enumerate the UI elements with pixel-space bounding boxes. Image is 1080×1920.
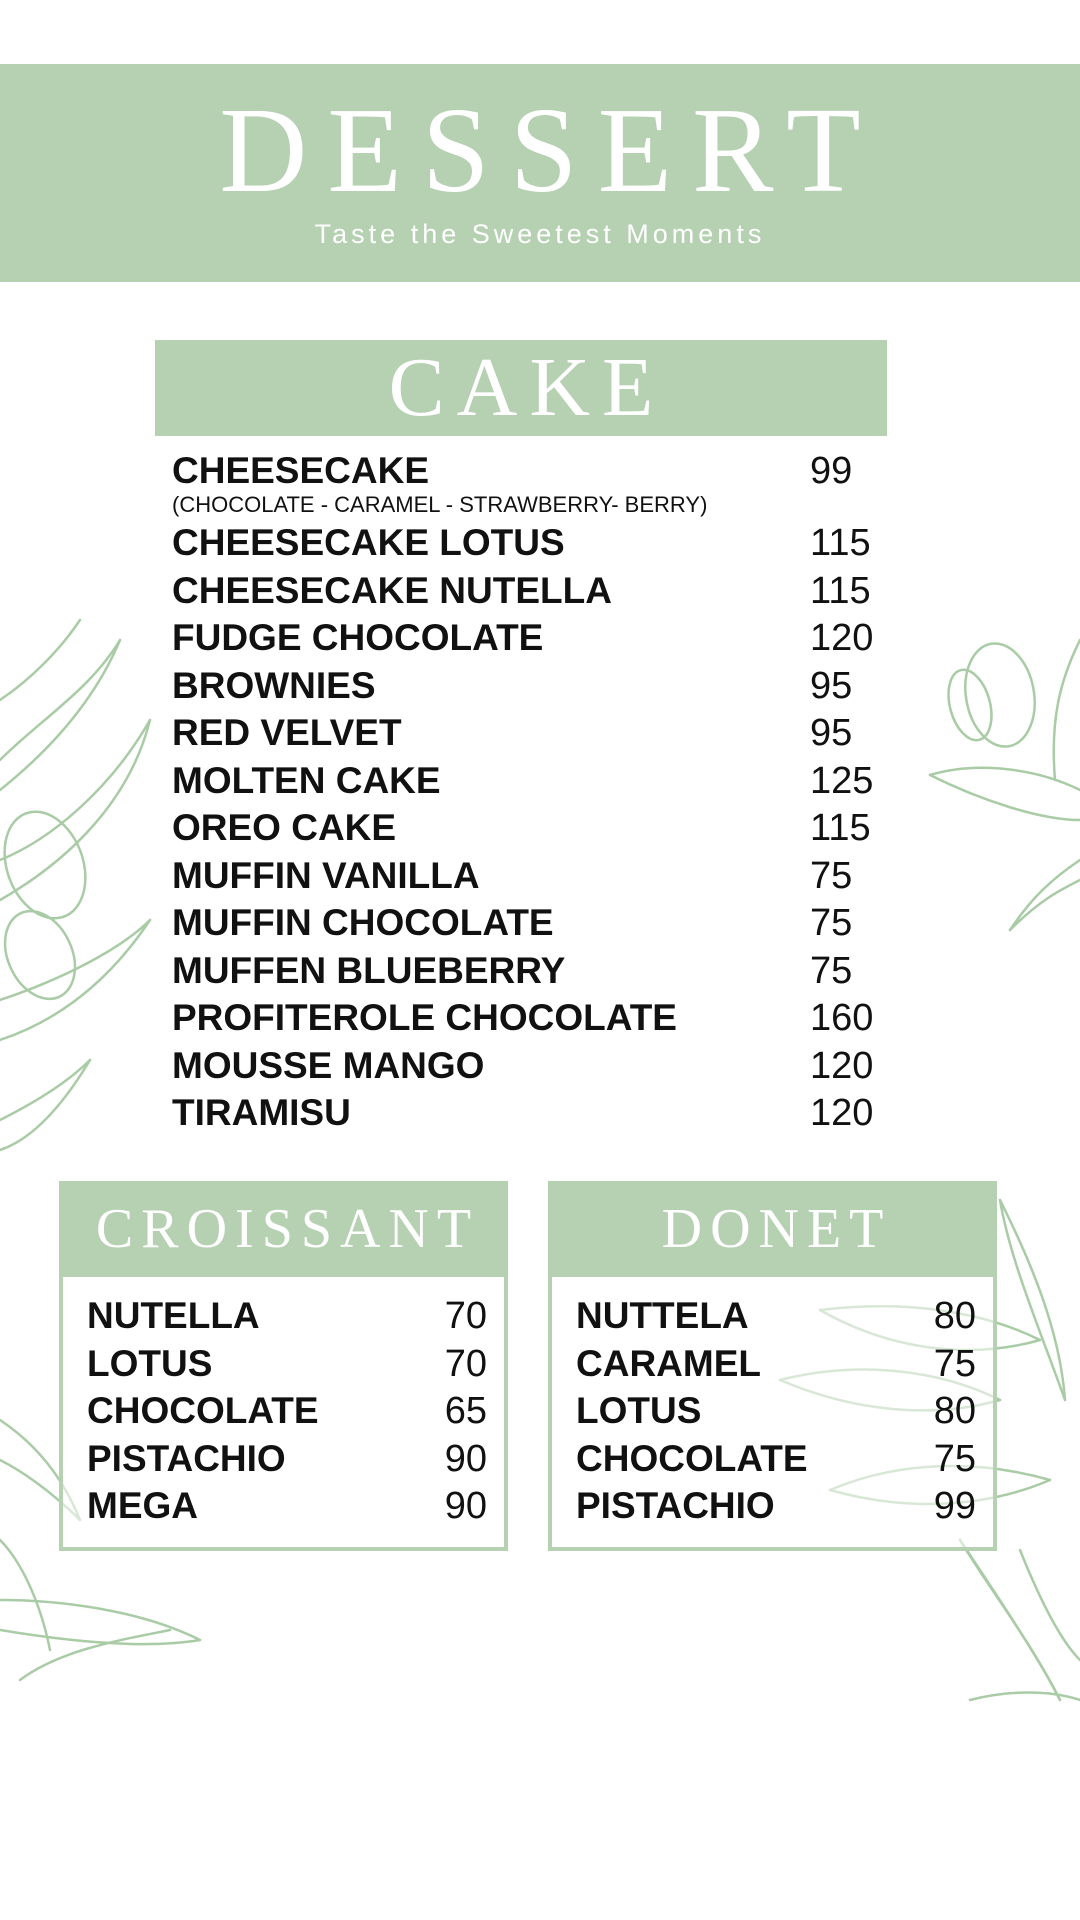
menu-item [172, 663, 872, 711]
menu-item-price: 75 [810, 902, 853, 944]
menu-item-name: TIRAMISU [172, 1092, 351, 1133]
menu-item-price: 65 [444, 1390, 487, 1432]
menu-item-price: 120 [810, 1092, 874, 1134]
menu-item-note: (CHOCOLATE - CARAMEL - STRAWBERRY- BERRY) [172, 492, 708, 517]
menu-item-name: BROWNIES [172, 664, 376, 706]
menu-item-name: LOTUS [576, 1390, 702, 1431]
cake-section-heading: CAKE [155, 340, 887, 436]
menu-item [172, 995, 872, 1043]
menu-item [172, 1043, 872, 1091]
menu-item-name: PISTACHIO [576, 1485, 775, 1526]
cake-menu-list [172, 448, 872, 1138]
menu-item-name: NUTELLA [87, 1295, 260, 1336]
menu-item-price: 75 [933, 1437, 976, 1480]
menu-item-price: 75 [810, 854, 853, 897]
menu-item [576, 1483, 976, 1531]
menu-item-name: RED VELVET [172, 712, 402, 753]
menu-item-name: CHEESECAKE NUTELLA [172, 569, 612, 611]
menu-item-price: 95 [810, 664, 853, 707]
menu-item-price: 80 [933, 1390, 976, 1432]
menu-item-name: MUFFEN BLUEBERRY [172, 949, 566, 991]
donet-section [548, 1181, 997, 1551]
menu-item [87, 1388, 487, 1436]
menu-item [172, 520, 872, 568]
menu-item-price: 120 [810, 617, 874, 659]
menu-item [87, 1293, 487, 1341]
menu-item [576, 1388, 976, 1436]
menu-item-name: FUDGE CHOCOLATE [172, 617, 544, 658]
menu-item-name: MUFFIN VANILLA [172, 854, 480, 896]
menu-item-name: OREO CAKE [172, 807, 397, 848]
menu-item [576, 1341, 976, 1389]
menu-item-price: 75 [933, 1342, 976, 1385]
menu-item [576, 1293, 976, 1341]
menu-item-price: 99 [933, 1485, 976, 1527]
donet-section-heading: DONET [548, 1181, 997, 1277]
menu-item-name: CHOCOLATE [87, 1390, 319, 1431]
menu-item [172, 900, 872, 948]
menu-item-name: NUTTELA [576, 1295, 749, 1336]
menu-item [87, 1483, 487, 1531]
menu-item-name: CHEESECAKE [172, 450, 429, 491]
menu-item [576, 1436, 976, 1484]
menu-item [87, 1436, 487, 1484]
menu-item-name: MUFFIN CHOCOLATE [172, 902, 554, 943]
menu-item [172, 568, 872, 616]
menu-item [172, 710, 872, 758]
menu-item-price: 90 [444, 1437, 487, 1480]
menu-item-price: 115 [810, 807, 871, 849]
menu-item-price: 125 [810, 759, 874, 802]
menu-item-name: LOTUS [87, 1342, 213, 1384]
menu-item-price: 90 [444, 1485, 487, 1527]
menu-item [172, 758, 872, 806]
croissant-section-heading: CROISSANT [59, 1181, 508, 1277]
menu-item-price: 80 [933, 1295, 976, 1337]
croissant-section [59, 1181, 508, 1551]
page-subtitle: Taste the Sweetest Moments [314, 219, 766, 249]
menu-item-name: CHOCOLATE [576, 1437, 808, 1479]
menu-item [172, 1090, 872, 1138]
menu-item [172, 448, 872, 520]
menu-item-name: PISTACHIO [87, 1437, 286, 1479]
page-title: DESSERT [219, 83, 881, 218]
menu-item [172, 853, 872, 901]
menu-item-price: 70 [444, 1295, 487, 1337]
menu-item-name: PROFITEROLE CHOCOLATE [172, 997, 677, 1038]
menu-item-price: 70 [444, 1342, 487, 1385]
menu-item [172, 805, 872, 853]
menu-item-name: MOLTEN CAKE [172, 759, 441, 801]
menu-item-name: CHEESECAKE LOTUS [172, 522, 565, 563]
croissant-menu-list [87, 1293, 487, 1531]
menu-item-name: CARAMEL [576, 1342, 761, 1384]
left-olive-branch-icon [0, 620, 150, 1150]
menu-item-price: 115 [810, 522, 871, 564]
menu-item-name: MOUSSE MANGO [172, 1044, 485, 1086]
menu-item-price: 95 [810, 712, 853, 754]
menu-item-price: 75 [810, 949, 853, 992]
menu-item-price: 99 [810, 450, 853, 492]
menu-item-name: MEGA [87, 1485, 198, 1526]
right-olive-branch-icon [930, 638, 1080, 930]
donet-menu-list [576, 1293, 976, 1531]
menu-item-price: 120 [810, 1044, 874, 1087]
menu-item-price: 160 [810, 997, 874, 1039]
menu-item [87, 1341, 487, 1389]
menu-item-price: 115 [810, 569, 871, 612]
menu-item [172, 615, 872, 663]
menu-item [172, 948, 872, 996]
